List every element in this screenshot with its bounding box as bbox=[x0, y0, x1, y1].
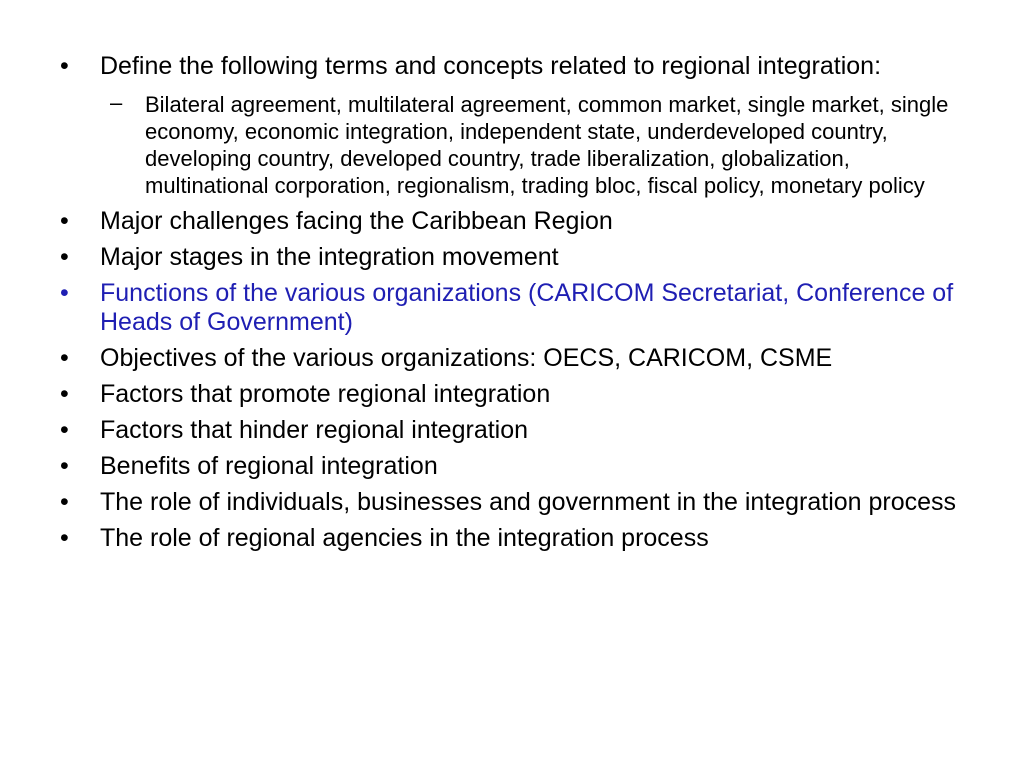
bullet-item-functions bbox=[58, 279, 958, 337]
bullet-item-benefits bbox=[58, 452, 958, 481]
bullet-text: Objectives of the various organizations: OECS, CARICOM, CSME bbox=[100, 344, 833, 372]
bullet-text: Factors that promote regional integration bbox=[100, 380, 551, 408]
bullet-item-role-individuals bbox=[58, 488, 958, 517]
bullet-text: The role of individuals, businesses and government in the integration process bbox=[100, 488, 957, 516]
bullet-text: The role of regional agencies in the integration process bbox=[100, 524, 709, 552]
bullet-icon: • bbox=[60, 52, 69, 80]
bullet-text: Define the following terms and concepts related to regional integration: bbox=[100, 52, 882, 80]
bullet-icon: • bbox=[60, 452, 69, 480]
bullet-icon: • bbox=[60, 416, 69, 444]
bullet-icon: • bbox=[60, 488, 69, 516]
bullet-item-role-agencies bbox=[58, 524, 958, 553]
bullet-icon: • bbox=[60, 380, 69, 408]
bullet-list bbox=[58, 52, 958, 560]
bullet-text: Benefits of regional integration bbox=[100, 452, 438, 480]
sub-bullet-terms-list bbox=[58, 91, 958, 199]
bullet-item-define-terms bbox=[58, 52, 958, 81]
sub-bullet-text: Bilateral agreement, multilateral agreement, common market, single market, single economy, economic integration, independent state, underdeveloped country, developing country, developed country, trade liberalization, globalization, multinational corporation, regionalism, trading bloc, fiscal policy, monetary policy bbox=[145, 92, 949, 198]
bullet-item-stages bbox=[58, 243, 958, 272]
dash-icon: – bbox=[110, 90, 123, 115]
bullet-text: Major challenges facing the Caribbean Region bbox=[100, 207, 613, 235]
bullet-item-hinder-factors bbox=[58, 416, 958, 445]
bullet-icon: • bbox=[60, 279, 69, 307]
bullet-item-objectives bbox=[58, 344, 958, 373]
bullet-text: Factors that hinder regional integration bbox=[100, 416, 529, 444]
bullet-item-promote-factors bbox=[58, 380, 958, 409]
bullet-icon: • bbox=[60, 524, 69, 552]
bullet-text: Major stages in the integration movement bbox=[100, 243, 559, 271]
bullet-icon: • bbox=[60, 207, 69, 235]
bullet-item-challenges bbox=[58, 207, 958, 236]
bullet-icon: • bbox=[60, 243, 69, 271]
bullet-icon: • bbox=[60, 344, 69, 372]
bullet-text: Functions of the various organizations (CARICOM Secretariat, Conference of Heads of Government) bbox=[100, 279, 954, 336]
